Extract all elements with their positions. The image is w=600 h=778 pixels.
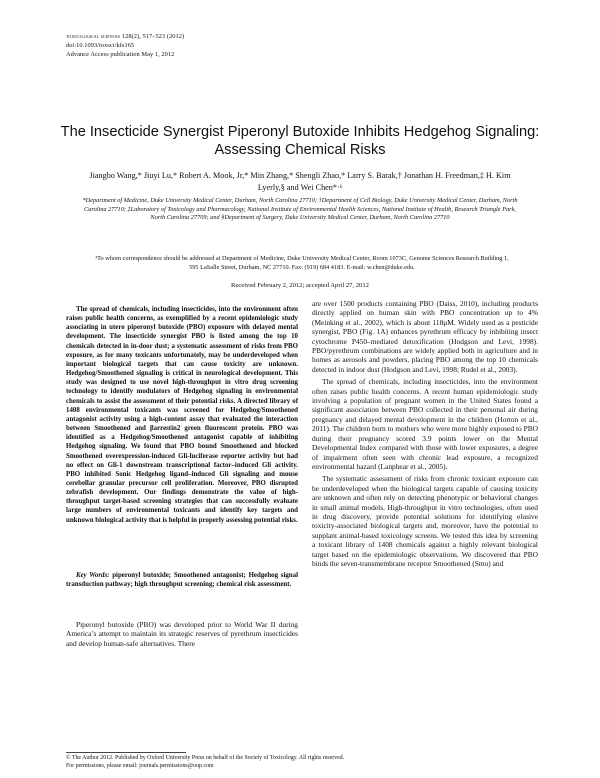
footer-divider [66,752,186,753]
doi[interactable]: doi:10.1093/toxsci/kfs165 [66,41,135,49]
affiliations: *Department of Medicine, Duke University Medical Center, Durham, North Carolina 27710; †Department of Cell Biology, Duke University Medical Center, Durham, North Carolina 27710; ‡Laboratory of Toxicology and Pharmacology, National Institute of Environmental Health Sciences, National Institute of Health, Research Triangle Park, North Carolina 27709; and §Department of Surgery, Duke University Medical Center, Durham, North Carolina 27710 [82,197,518,222]
advance-access: Advance Access publication May 1, 2012 [66,50,175,58]
abstract: The spread of chemicals, including insecticides, into the environment often raises public health concerns, as exemplified by a recent epidemiologic study associating in utero piperonyl butoxide (PBO) exposure with delayed mental development. The insecticide synergist PBO is listed among the top 10 chemicals detected in in-door dust; a systematic assessment of risks from PBO exposure, as for many toxicants unfortunately, may be underdeveloped when important biological targets that can cause toxicity are unknown. Hedgehog/Smoothened signaling is critical in neurological development. This study was designed to use novel high-throughput in vitro drug screening technology to identify modulators of Hedgehog signaling in environmental chemicals to assist the assessment of their potential risks. A directed library of 1408 environmental toxicants was screened for Hedgehog/Smoothened antagonist activity using a high-content assay that evaluated the interaction between Smoothened and βarrestin2 green fluorescent protein. PBO was identified as a Hedgehog/Smoothened antagonist capable of inhibiting Hedgehog signaling. We found that PBO bound Smoothened and blocked Smoothened overexpression-induced Gli-luciferase reporter activity but had no effect on Gli-1 downstream transcriptional factor–induced Gli activity. PBO inhibited Sonic Hedgehog ligand–induced Gli signaling and mouse cerebellar granular precursor cell proliferation. Moreover, PBO disrupted zebrafish development. Our findings demonstrate the value of high-throughput target-based screening strategies that can successfully evaluate large numbers of environmental toxicants and identify key targets and unknown biological activity that is helpful in properly assessing potential risks. [66,306,298,524]
right-column [312,299,538,571]
keywords-text: piperonyl butoxide; Smoothened antagonist; Hedgehog signal transduction pathway; high throughput screening; chemical risk assessment. [66,572,298,589]
intro-paragraph: are over 1500 products containing PBO (Daiss, 2010), including products directly applied on human skin with PBO concentration up to 4% (Meinking et al., 2002), which is about 118μM. Widely used as a pesticide synergist, PBO (Fig. 1A) enhances pyrethrum efficacy by inhibiting insect cytochrome P450–mediated detoxification (Hodgson and Levi, 1998). PBO/pyrethrum combinations are widely applied both in agriculture and in homes as aerosols and powders, placing PBO among the top 10 chemicals detected in indoor dust (Hodgson and Levi, 1998; Rudel et al., 2003). [312,299,538,374]
copyright-line: © The Author 2012. Published by Oxford University Press on behalf of the Society of Toxicology. All rights reserved. [66,755,345,761]
intro-paragraph-left: Piperonyl butoxide (PBO) was developed prior to World War II during America’s attempt to maintain its strategic reserves of pyrethrum insecticides and develop human-safe alternatives. There [66,620,298,648]
keywords-label: Key Words: [76,572,110,579]
footer [66,755,536,770]
received-dates: Received February 2, 2012; accepted April 27, 2012 [231,282,369,289]
keywords [66,571,298,589]
journal-header [66,33,184,59]
permissions-line: For permissions, please email: journals.permissions@oup.com [66,762,214,769]
intro-paragraph: The systematic assessment of risks from chronic toxicant exposure can be underdeveloped when the biological targets capable of causing toxicity are unknown and often rely on detecting phenotypic or behavioral changes in small animal models. High-throughput in vitro technologies, often used in drug discovery, provide potential solutions for identifying elusive toxicity-associated biological targets and, moreover, have the potential to supplant animal-based toxicology screens. We tested this idea by screening a toxicant library of 1408 chemicals against a highly relevant biological target based on the epidemiologic observations. We discovered that PBO binds the seven-transmembrane receptor Smoothened (Smo) and [312,474,538,568]
article-title: The Insecticide Synergist Piperonyl Butoxide Inhibits Hedgehog Signaling: Assessing Chemical Risks [60,124,540,158]
correspondence-note: ¹To whom correspondence should be addressed at Department of Medicine, Duke University Medical Center, Room 1073C, Genome Sciences Research Building 1, 595 LaSalle Street, Durham, NC 27710. Fax: (919) 684 4183. E-mail: w.chen@duke.edu. [95,255,509,271]
journal-citation: toxicological sciences 128(2), 517–523 (2012) [66,33,185,40]
author-list: Jiangbo Wang,* Jiuyi Lu,* Robert A. Mook, Jr,* Min Zhang,* Shengli Zhao,* Larry S. Barak,† Jonathan H. Freedman,‡ H. Kim Lyerly,§ and Wei Chen*·¹ [89,171,511,192]
intro-paragraph: The spread of chemicals, including insecticides, into the environment often raises public health concerns. A recent human epidemiologic study involving a population of pregnant women in the United States found a significant association between PBO collected in their personal air during pregnancy and delayed mental development in the children (Horton et al., 2011). The children born to mothers who were more highly exposed to PBO during their pregnancy scored 3.9 points lower on the Mental Developmental Index compared with those with lower exposures, a degree of impairment often seen with chronic lead exposure, a recognized environmental hazard (Lanphear et al., 2005). [312,377,538,471]
